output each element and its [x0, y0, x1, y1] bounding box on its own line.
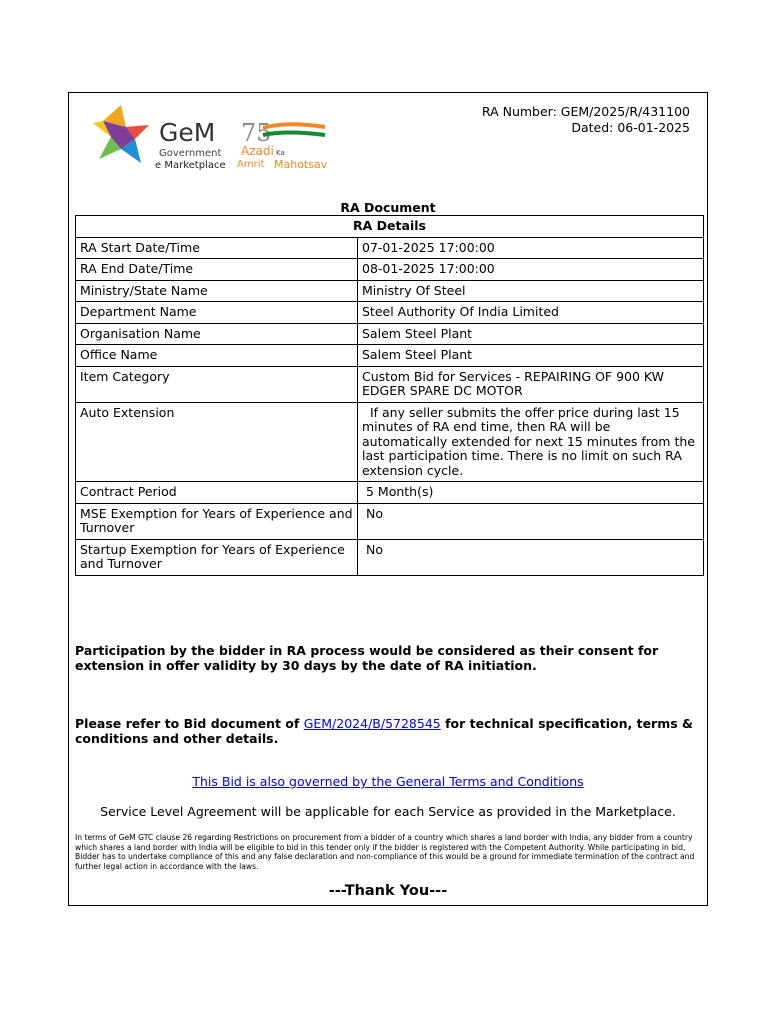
- row-label: Startup Exemption for Years of Experience and Turnover: [76, 539, 358, 575]
- svg-text:Ka: Ka: [276, 149, 285, 157]
- svg-text:Government: Government: [159, 148, 222, 159]
- document-title: RA Document: [340, 200, 436, 215]
- row-label: Office Name: [76, 345, 358, 367]
- table-row: [76, 539, 704, 575]
- row-value: Ministry Of Steel: [358, 280, 704, 302]
- row-value: 08-01-2025 17:00:00: [358, 259, 704, 281]
- row-label: Department Name: [76, 302, 358, 324]
- row-label: Contract Period: [76, 482, 358, 504]
- row-label: Organisation Name: [76, 323, 358, 345]
- table-row: [76, 402, 704, 482]
- gtc-line: [69, 774, 707, 789]
- refer-suffix: for technical specification, terms & conditions and other details.: [75, 716, 693, 746]
- fine-print: In terms of GeM GTC clause 26 regarding Restrictions on procurement from a bidder of a country which shares a land border with India, any bidder from a country which shares a land border with India will be eligible to bid in this tender only if the bidder is registered with the Competent Authority. While participating in bid, Bidder has to undertake compliance of this and any false declaration and non-compliance of this would be a ground for immediate termination of the contract and further legal action in accordance with the laws.: [75, 833, 695, 871]
- gem-logo-icon: [91, 103, 351, 171]
- row-label: RA Start Date/Time: [76, 237, 358, 259]
- row-value: 07-01-2025 17:00:00: [358, 237, 704, 259]
- row-value: Salem Steel Plant: [358, 345, 704, 367]
- table-row: [76, 366, 704, 402]
- row-label: Item Category: [76, 366, 358, 402]
- svg-text:GeM: GeM: [159, 118, 216, 147]
- svg-text:Amrit: Amrit: [237, 159, 265, 170]
- ra-meta-block: [482, 104, 690, 135]
- svg-text:Azadi: Azadi: [241, 144, 274, 158]
- bid-document-link[interactable]: GEM/2024/B/5728545: [303, 716, 441, 731]
- row-value: Steel Authority Of India Limited: [358, 302, 704, 324]
- table-header-row: [76, 216, 704, 238]
- row-value: No: [358, 539, 704, 575]
- row-value: No: [358, 503, 704, 539]
- ra-document-page: [68, 92, 708, 906]
- refer-bid-notice: [75, 716, 700, 746]
- ra-details-table: [75, 215, 704, 576]
- refer-prefix: Please refer to Bid document of: [75, 716, 304, 731]
- table-body: [76, 237, 704, 575]
- svg-text:75: 75: [241, 119, 272, 147]
- svg-text:Mahotsav: Mahotsav: [274, 158, 328, 171]
- svg-text:e Marketplace: e Marketplace: [155, 160, 226, 171]
- row-label: Ministry/State Name: [76, 280, 358, 302]
- row-value: If any seller submits the offer price during last 15 minutes of RA end time, then RA will be automatically extended for next 15 minutes from the last participation time. There is no limit on such RA extension cycle.: [358, 402, 704, 482]
- ra-dated: Dated: 06-01-2025: [571, 119, 690, 135]
- row-value: Salem Steel Plant: [358, 323, 704, 345]
- row-label: RA End Date/Time: [76, 259, 358, 281]
- table-row: [76, 237, 704, 259]
- consent-notice: Participation by the bidder in RA process would be considered as their consent for extension in offer validity by 30 days by the date of RA initiation.: [75, 643, 659, 673]
- row-value: 5 Month(s): [358, 482, 704, 504]
- table-row: [76, 323, 704, 345]
- table-row: [76, 345, 704, 367]
- row-label: MSE Exemption for Years of Experience and Turnover: [76, 503, 358, 539]
- table-row: [76, 482, 704, 504]
- table-row: [76, 280, 704, 302]
- ra-number: RA Number: GEM/2025/R/431100: [481, 104, 690, 119]
- table-row: [76, 503, 704, 539]
- row-value: Custom Bid for Services - REPAIRING OF 900 KW EDGER SPARE DC MOTOR: [358, 366, 704, 402]
- gem-azadi-logo: [91, 103, 351, 171]
- table-row: [76, 259, 704, 281]
- row-label: Auto Extension: [76, 402, 358, 482]
- thank-you: ---Thank You---: [328, 883, 448, 899]
- table-row: [76, 302, 704, 324]
- sla-notice: Service Level Agreement will be applicable for each Service as provided in the Marketplace.: [100, 804, 676, 819]
- table-heading: RA Details: [76, 216, 704, 238]
- gtc-link[interactable]: This Bid is also governed by the General Terms and Conditions: [192, 774, 584, 789]
